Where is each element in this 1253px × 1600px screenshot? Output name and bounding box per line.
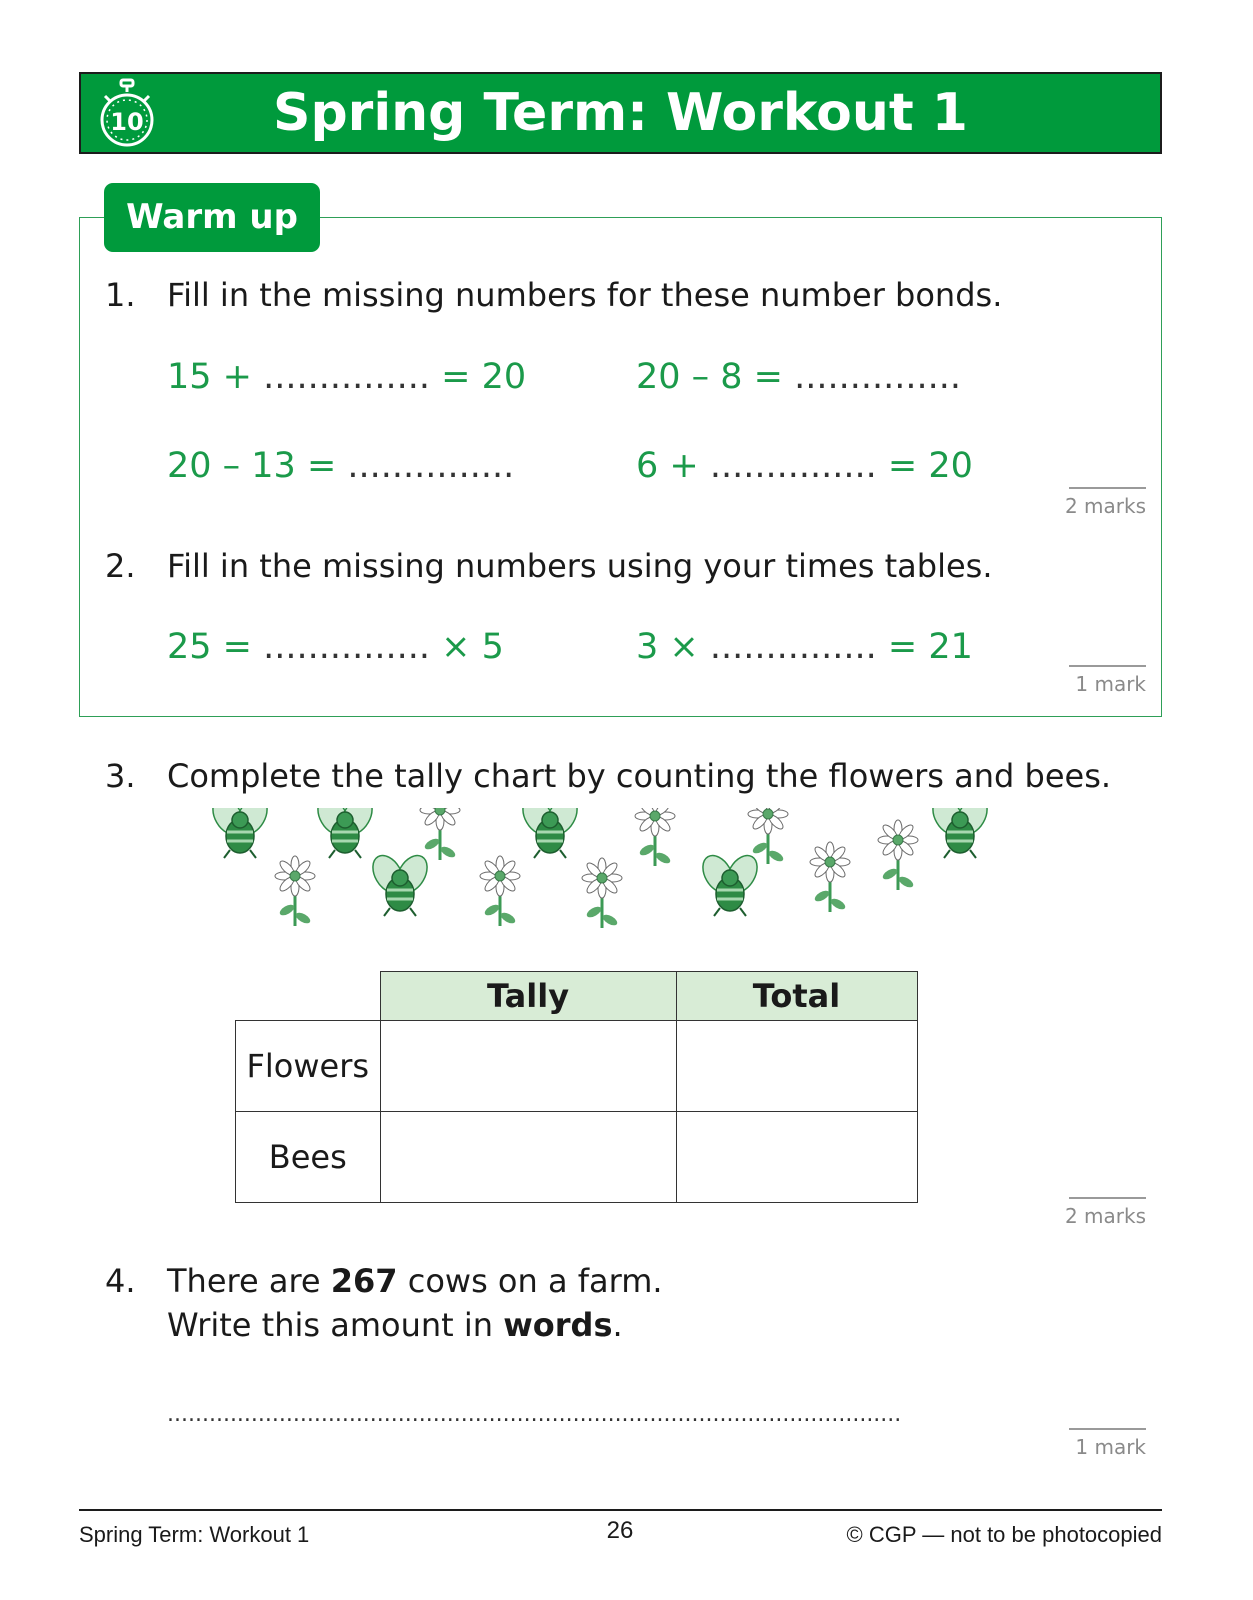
q1-eq-c-left: 20 – 13 = bbox=[167, 446, 337, 486]
flower-1 bbox=[420, 808, 460, 860]
q4-line-2 bbox=[167, 1306, 623, 1344]
q1-equation-b bbox=[636, 357, 961, 397]
q2-eq-b-left: 3 × bbox=[636, 627, 699, 667]
bee-6 bbox=[697, 850, 764, 916]
tally-cell-flowers-tally[interactable] bbox=[380, 1021, 676, 1112]
q1-eq-d-left: 6 + bbox=[636, 446, 699, 486]
header-bar bbox=[79, 72, 1162, 154]
tally-row-label-flowers: Flowers bbox=[236, 1021, 381, 1112]
q1-eq-b-blank[interactable]: ............... bbox=[794, 357, 962, 397]
flower-3 bbox=[748, 808, 788, 864]
q1-eq-d-blank[interactable]: ............... bbox=[709, 446, 877, 486]
flower-4 bbox=[878, 820, 918, 890]
q2-eq-a-blank[interactable]: ............... bbox=[263, 627, 431, 667]
footer-rule bbox=[79, 1509, 1162, 1511]
q4-line-1 bbox=[167, 1262, 663, 1300]
flower-7 bbox=[582, 858, 622, 928]
bee-1 bbox=[207, 808, 274, 858]
q4-line-1-a: There are bbox=[167, 1262, 331, 1300]
tally-cell-bees-tally[interactable] bbox=[380, 1112, 676, 1203]
bee-3 bbox=[517, 808, 584, 858]
q4-line-2-a: Write this amount in bbox=[167, 1306, 504, 1344]
page-number: 26 bbox=[606, 1517, 634, 1544]
q2-eq-a-right: × 5 bbox=[441, 627, 504, 667]
page-title: Spring Term: Workout 1 bbox=[273, 83, 968, 143]
q4-answer-line[interactable]: ......................................................................................................... bbox=[167, 1402, 902, 1427]
warm-up-label: Warm up bbox=[104, 183, 320, 252]
flowers-and-bees-picture bbox=[200, 808, 1020, 958]
footer-section-title: Spring Term: Workout 1 bbox=[79, 1522, 310, 1547]
q1-number: 1. bbox=[105, 276, 136, 314]
tally-row-label-bees: Bees bbox=[236, 1112, 381, 1203]
q2-number: 2. bbox=[105, 547, 136, 585]
q2-eq-a-left: 25 = bbox=[167, 627, 252, 667]
tally-header-tally: Tally bbox=[380, 972, 676, 1021]
flower-5 bbox=[275, 856, 315, 926]
q1-eq-b-left: 20 – 8 = bbox=[636, 357, 784, 397]
q1-eq-d-right: = 20 bbox=[887, 446, 973, 486]
q4-line-2-c: . bbox=[612, 1306, 623, 1344]
q1-marks-line bbox=[1069, 487, 1146, 489]
q1-marks: 2 marks bbox=[1064, 494, 1146, 518]
q3-number: 3. bbox=[105, 757, 136, 795]
q1-text: Fill in the missing numbers for these number bonds. bbox=[167, 276, 1003, 314]
tally-cell-bees-total[interactable] bbox=[676, 1112, 917, 1203]
q2-marks: 1 mark bbox=[1075, 672, 1146, 696]
q2-eq-b-blank[interactable]: ............... bbox=[709, 627, 877, 667]
tally-header-total: Total bbox=[676, 972, 917, 1021]
q3-text: Complete the tally chart by counting the flowers and bees. bbox=[167, 757, 1112, 795]
bee-2 bbox=[312, 808, 379, 858]
q2-marks-line bbox=[1069, 665, 1146, 667]
bee-5 bbox=[367, 850, 434, 916]
q2-equation-a bbox=[167, 627, 504, 667]
tally-cell-flowers-total[interactable] bbox=[676, 1021, 917, 1112]
q1-eq-a-right: = 20 bbox=[441, 357, 527, 397]
q1-eq-c-blank[interactable]: ............... bbox=[347, 446, 515, 486]
tally-table bbox=[235, 971, 918, 1203]
q2-text: Fill in the missing numbers using your times tables. bbox=[167, 547, 993, 585]
q1-equation-c bbox=[167, 446, 514, 486]
q4-marks: 1 mark bbox=[1075, 1435, 1146, 1459]
timer-value: 10 bbox=[110, 108, 144, 136]
q1-eq-a-blank[interactable]: ............... bbox=[263, 357, 431, 397]
q4-marks-line bbox=[1069, 1428, 1146, 1430]
q3-marks: 2 marks bbox=[1064, 1204, 1146, 1228]
bee-4 bbox=[927, 808, 994, 858]
tally-corner bbox=[236, 972, 381, 1021]
q3-marks-line bbox=[1069, 1197, 1146, 1199]
q1-equation-a bbox=[167, 357, 526, 397]
q4-line-1-c: cows on a farm. bbox=[397, 1262, 663, 1300]
footer-copyright: © CGP — not to be photocopied bbox=[846, 1522, 1162, 1547]
q1-equation-d bbox=[636, 446, 973, 486]
q4-words-bold: words bbox=[503, 1306, 613, 1344]
flower-6 bbox=[480, 856, 520, 926]
flower-2 bbox=[635, 808, 675, 866]
q2-equation-b bbox=[636, 627, 973, 667]
flower-8 bbox=[810, 842, 850, 912]
q1-eq-a-left: 15 + bbox=[167, 357, 252, 397]
q2-eq-b-right: = 21 bbox=[887, 627, 973, 667]
q4-number: 4. bbox=[105, 1262, 136, 1300]
q4-number-bold: 267 bbox=[330, 1262, 398, 1300]
